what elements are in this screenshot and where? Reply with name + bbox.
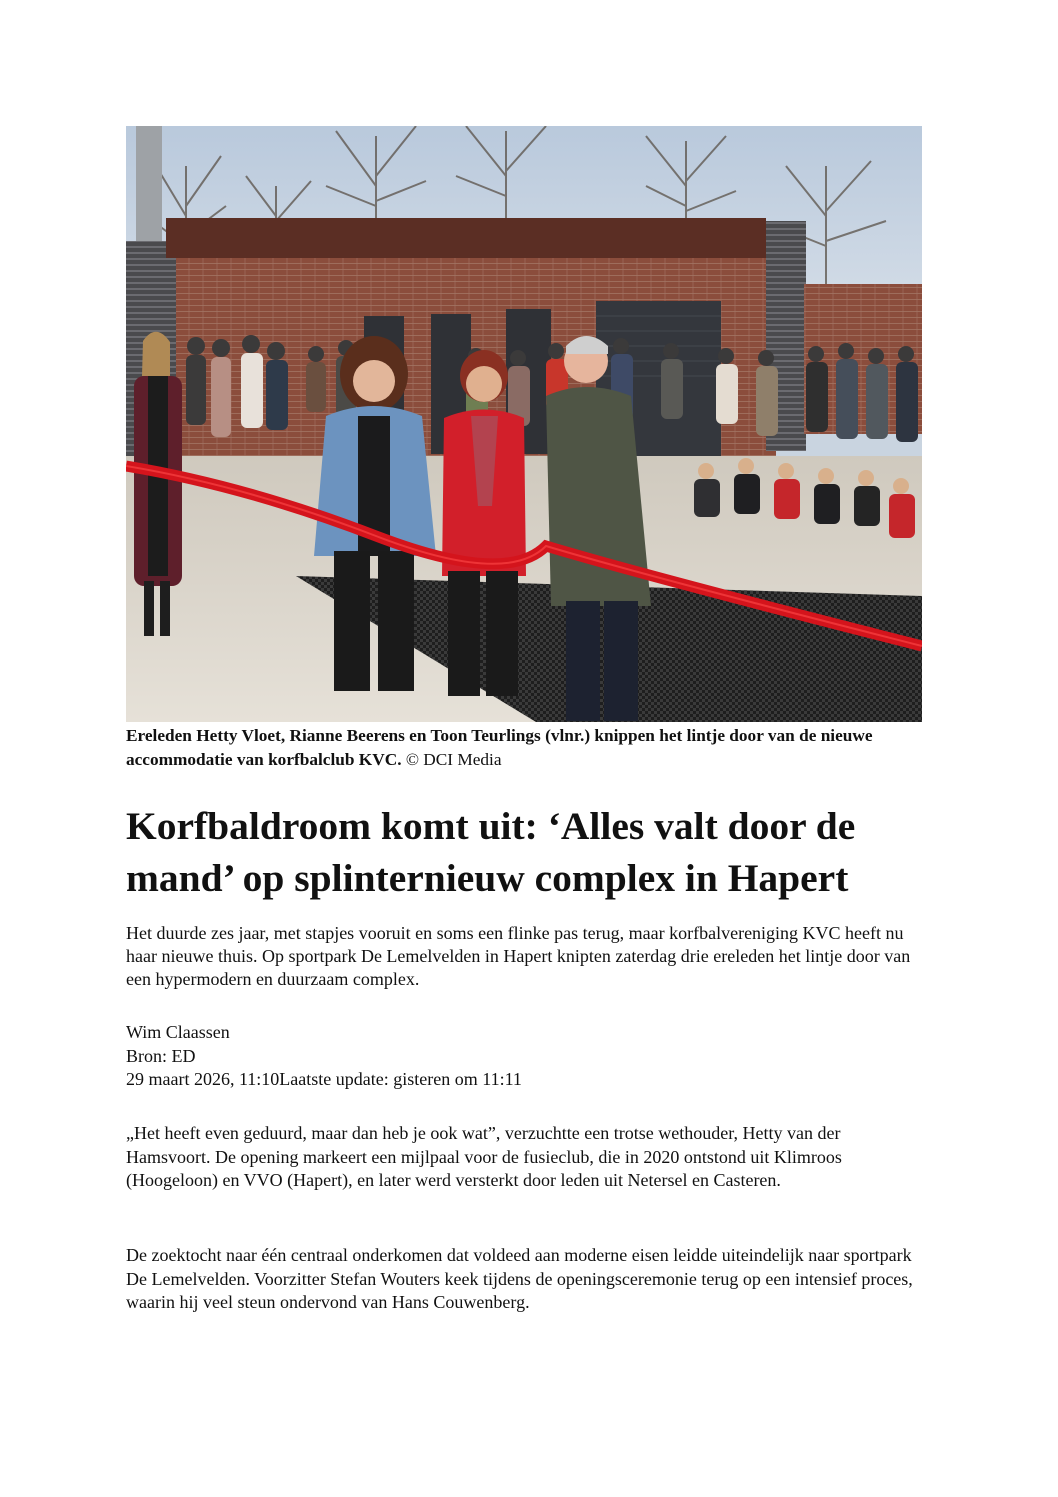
building-roofline — [166, 218, 766, 258]
photo-caption — [126, 724, 926, 772]
article-meta — [126, 1021, 926, 1092]
body-paragraph-1: „Het heeft even geduurd, maar dan heb je ook wat”, verzuchtte een trotse wethouder, Hetty van der Hamsvoort. De opening markeert een mijlpaal voor de fusieclub, die in 2020 ontstond uit Klimroos (Hoogeloon) en VVO (Hapert), en later werd versterkt door leden uit Netersel en Casteren. — [126, 1123, 842, 1190]
article-photo — [126, 126, 922, 722]
article-headline: Korfbaldroom komt uit: ‘Alles valt door de mand’ op splinternieuw complex in Hapert — [126, 804, 856, 900]
article-lead: Het duurde zes jaar, met stapjes vooruit en soms een flinke pas terug, maar korfbalvereniging KVC heeft nu haar nieuwe thuis. Op sportpark De Lemelvelden in Hapert knipten zaterdag drie ereleden het lintje door van een hypermodern en duurzaam complex. — [126, 923, 911, 989]
publish-date: 29 maart 2026, 11:10Laatste update: gisteren om 11:11 — [126, 1069, 522, 1089]
author-name: Wim Claassen — [126, 1022, 230, 1042]
caption-text: Ereleden Hetty Vloet, Rianne Beerens en Toon Teurlings (vlnr.) knippen het lintje door van de nieuwe accommodatie van korfbalclub KVC. — [126, 726, 873, 769]
source-label: Bron: ED — [126, 1045, 196, 1066]
body-paragraph-2: De zoektocht naar één centraal onderkomen dat voldeed aan moderne eisen leidde uiteindelijk naar sportpark De Lemelvelden. Voorzitter Stefan Wouters keek tijdens de openingsceremonie terug op een intensief proces, waarin hij veel steun ondervond van Hans Couwenberg. — [126, 1245, 913, 1312]
caption-credit: © DCI Media — [401, 750, 502, 769]
